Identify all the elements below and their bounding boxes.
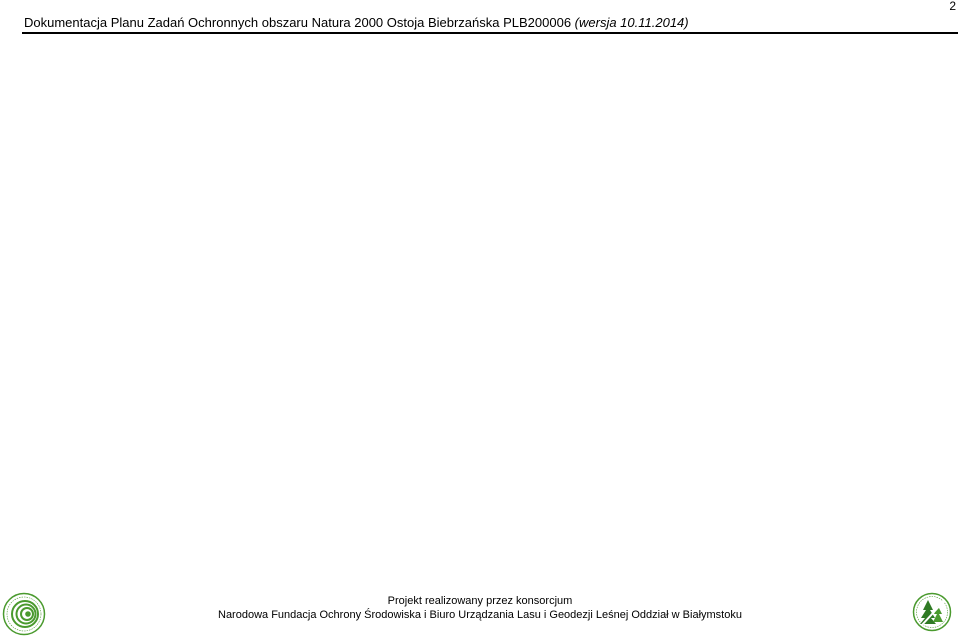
document-header	[24, 15, 689, 31]
footer-consortium-label: Projekt realizowany przez konsorcjum	[387, 595, 573, 607]
footer-consortium-members: Narodowa Fundacja Ochrony Środowiska i Biuro Urządzania Lasu i Geodezji Leśnej Oddział w Białymstoku	[218, 609, 742, 621]
header-version: (wersja 10.11.2014)	[574, 15, 689, 30]
header-rule	[22, 32, 958, 34]
page-number: 2	[949, 0, 956, 13]
header-title: Dokumentacja Planu Zadań Ochronnych obszaru Natura 2000 Ostoja Biebrzańska PLB200006	[24, 15, 575, 30]
